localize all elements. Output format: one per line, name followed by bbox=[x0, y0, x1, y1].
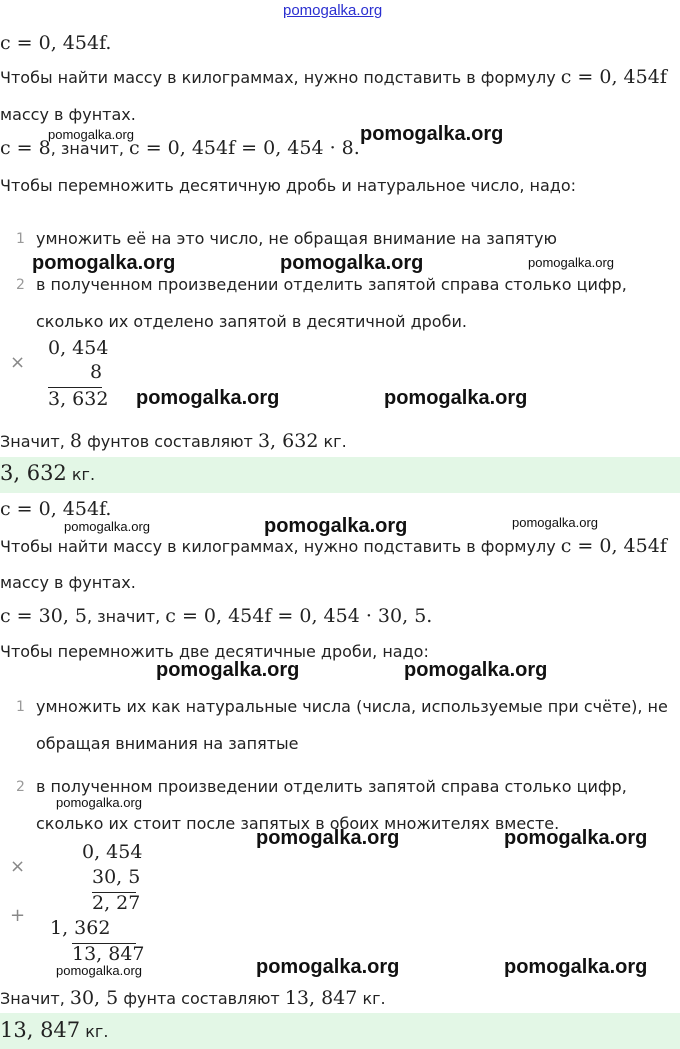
intro-text bbox=[0, 535, 667, 557]
watermark: pomogalka.org bbox=[32, 252, 176, 274]
watermark: pomogalka.org bbox=[156, 659, 300, 681]
watermark: pomogalka.org bbox=[504, 827, 648, 849]
conclusion-value: 30, 5 bbox=[69, 987, 119, 1009]
intro-tail: массу в фунтах. bbox=[0, 105, 136, 124]
subst-word: , значит, bbox=[50, 139, 124, 158]
answer bbox=[0, 1018, 108, 1042]
subst-expr: c = 0, 454f = 0, 454 · 8. bbox=[129, 137, 360, 159]
substitution-line bbox=[0, 605, 432, 627]
watermark: pomogalka.org bbox=[528, 255, 614, 270]
step-text: сколько их стоит после запятых в обоих множителях вместе. bbox=[36, 814, 560, 833]
answer-unit: кг. bbox=[71, 465, 96, 484]
rule-intro: Чтобы перемножить десятичную дробь и натуральное число, надо: bbox=[0, 176, 576, 195]
watermark: pomogalka.org bbox=[256, 827, 400, 849]
step-number: 2 bbox=[16, 277, 25, 293]
watermark: pomogalka.org bbox=[504, 956, 648, 978]
answer-value: 3, 632 bbox=[0, 461, 67, 485]
multiplicand: 0, 454 bbox=[48, 337, 109, 359]
watermark: pomogalka.org bbox=[360, 123, 504, 145]
watermark: pomogalka.org bbox=[280, 252, 424, 274]
conclusion-mid: фунтов составляют bbox=[87, 432, 253, 451]
answer bbox=[0, 461, 95, 485]
add-sign: + bbox=[10, 905, 26, 926]
conclusion bbox=[0, 430, 347, 452]
watermark: pomogalka.org bbox=[384, 387, 528, 409]
step-text: в полученном произведении отделить запятой справа столько цифр, bbox=[36, 777, 627, 796]
rule-intro: Чтобы перемножить две десятичные дроби, надо: bbox=[0, 642, 429, 661]
intro-text-words: Чтобы найти массу в килограммах, нужно подставить в формулу bbox=[0, 537, 556, 556]
answer-box bbox=[0, 1013, 680, 1049]
conclusion-pre: Значит, bbox=[0, 432, 65, 451]
product: 3, 632 bbox=[48, 388, 109, 410]
multiplicand: 0, 454 bbox=[82, 841, 143, 863]
partial-product: 1, 362 bbox=[50, 917, 111, 939]
step-number: 1 bbox=[16, 699, 25, 715]
multiply-sign: × bbox=[10, 856, 26, 877]
watermark: pomogalka.org bbox=[48, 127, 134, 142]
multiplier: 30, 5 bbox=[92, 866, 141, 888]
formula-line: c = 0, 454f. bbox=[0, 32, 112, 54]
watermark: pomogalka.org bbox=[64, 519, 150, 534]
step-text: в полученном произведении отделить запятой справа столько цифр, bbox=[36, 275, 627, 294]
conclusion-value: 3, 632 bbox=[257, 430, 319, 452]
conclusion bbox=[0, 987, 386, 1009]
answer-box bbox=[0, 457, 680, 493]
watermark: pomogalka.org bbox=[136, 387, 280, 409]
step-number: 2 bbox=[16, 779, 25, 795]
step-text: умножить их как натуральные числа (числа, используемые при счёте), не bbox=[36, 697, 668, 716]
conclusion-value: 13, 847 bbox=[284, 987, 358, 1009]
conclusion-mid: фунта составляют bbox=[123, 989, 280, 1008]
watermark: pomogalka.org bbox=[256, 956, 400, 978]
watermark: pomogalka.org bbox=[56, 963, 142, 978]
intro-tail: массу в фунтах. bbox=[0, 573, 136, 592]
watermark: pomogalka.org bbox=[512, 515, 598, 530]
step-text: сколько их отделено запятой в десятичной дроби. bbox=[36, 312, 467, 331]
step-text: обращая внимания на запятые bbox=[36, 734, 299, 753]
conclusion-unit: кг. bbox=[323, 432, 347, 451]
intro-formula: c = 0, 454f bbox=[560, 66, 667, 88]
step-number: 1 bbox=[16, 231, 25, 247]
intro-text-words: Чтобы найти массу в килограммах, нужно подставить в формулу bbox=[0, 68, 556, 87]
subst-c: c = 8 bbox=[0, 137, 51, 159]
multiply-sign: × bbox=[10, 352, 26, 373]
watermark: pomogalka.org bbox=[56, 795, 142, 810]
subst-c: c = 30, 5 bbox=[0, 605, 87, 627]
subst-expr: c = 0, 454f = 0, 454 · 30, 5. bbox=[165, 605, 433, 627]
formula-line: c = 0, 454f. bbox=[0, 498, 112, 520]
conclusion-unit: кг. bbox=[362, 989, 386, 1008]
answer-unit: кг. bbox=[85, 1022, 109, 1041]
conclusion-value: 8 bbox=[69, 430, 82, 452]
product: 13, 847 bbox=[72, 943, 145, 965]
watermark: pomogalka.org bbox=[404, 659, 548, 681]
partial-product: 2, 27 bbox=[92, 892, 141, 914]
conclusion-pre: Значит, bbox=[0, 989, 65, 1008]
intro-formula: c = 0, 454f bbox=[560, 535, 667, 557]
answer-value: 13, 847 bbox=[0, 1018, 81, 1042]
step-text: умножить её на это число, не обращая внимание на запятую bbox=[36, 229, 557, 248]
subst-word: , значит, bbox=[86, 607, 161, 626]
multiplier: 8 bbox=[90, 361, 103, 383]
watermark: pomogalka.org bbox=[264, 515, 408, 537]
intro-text bbox=[0, 66, 667, 88]
top-watermark-link[interactable]: pomogalka.org bbox=[283, 2, 383, 19]
